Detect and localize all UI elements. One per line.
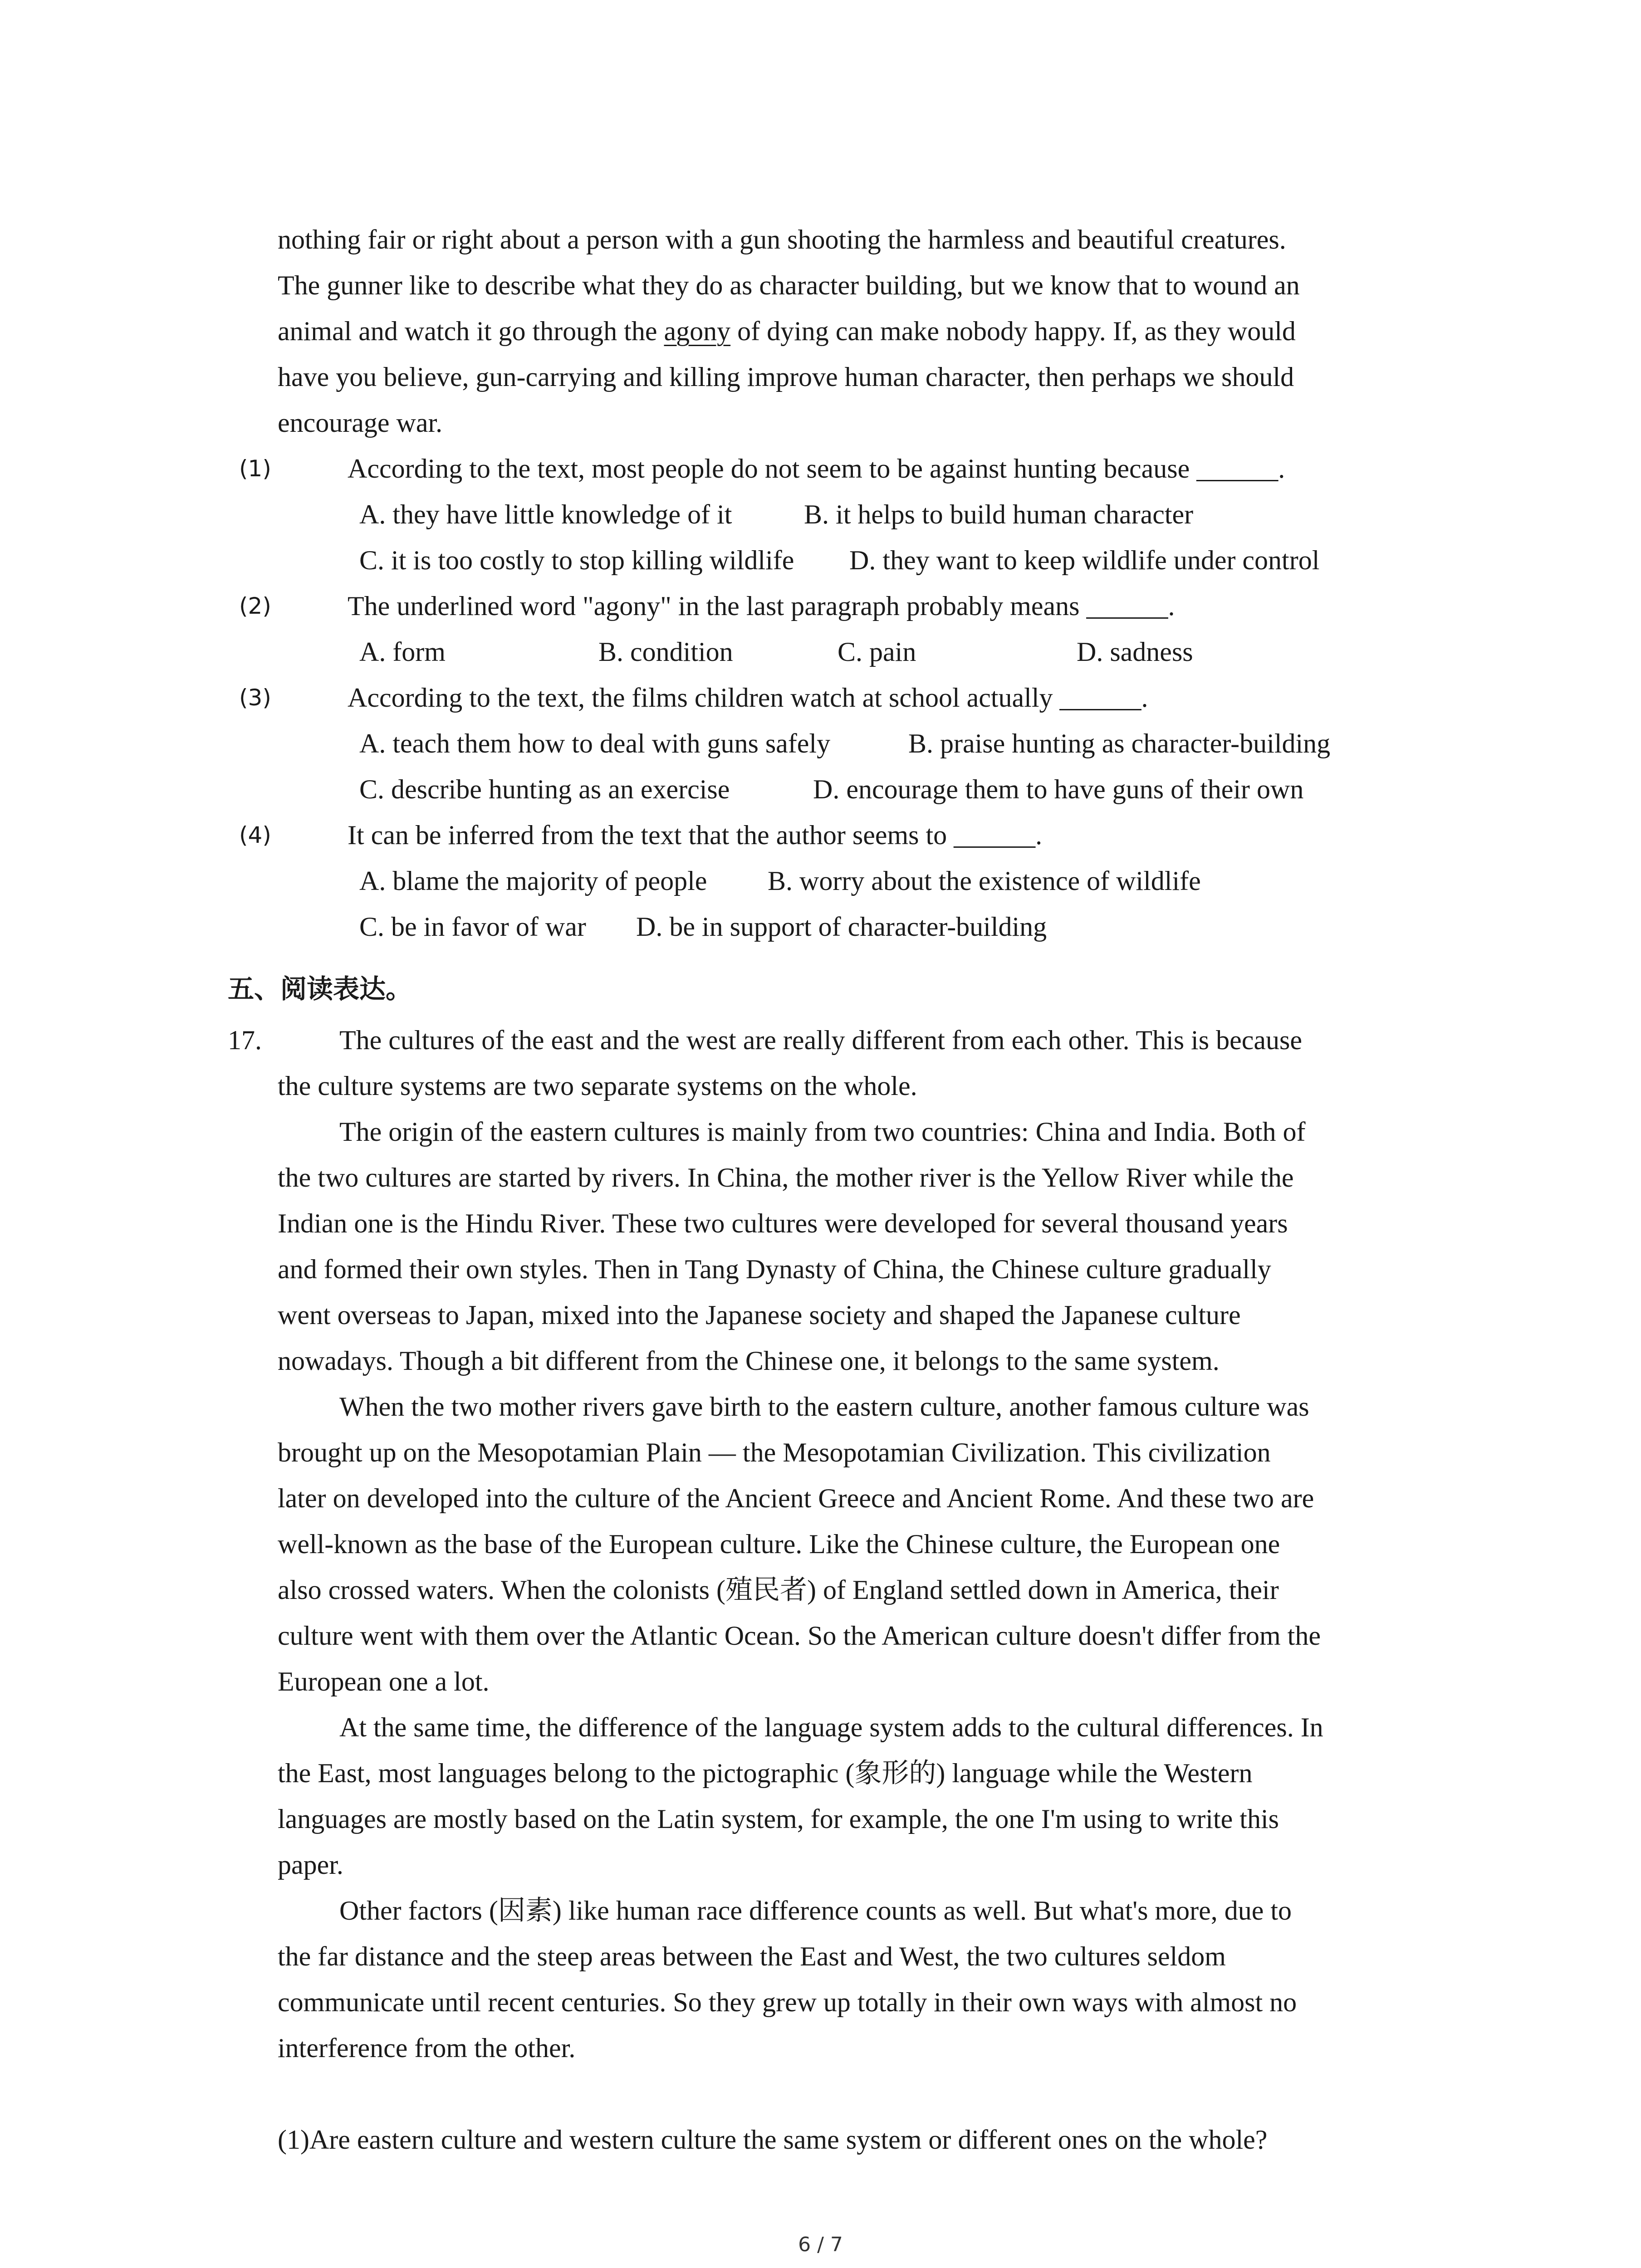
page-indicator: 6 / 7: [798, 2233, 843, 2256]
short-answer-question-1: (1)Are eastern culture and western culture the same system or different ones on the whole?: [278, 2125, 1268, 2155]
passage-paragraph-5: [278, 1888, 1457, 2071]
option-d[interactable]: D. they want to keep wildlife under control: [849, 545, 1320, 575]
option-c[interactable]: C. describe hunting as an exercise: [359, 774, 730, 804]
option-row: [278, 492, 1457, 538]
intro-line: The gunner like to describe what they do as character building, but we know that to wound an: [278, 270, 1300, 300]
option-d[interactable]: D. be in support of character-building: [636, 912, 1047, 942]
passage-line: paper.: [278, 1850, 343, 1880]
option-b[interactable]: B. praise hunting as character-building: [908, 728, 1331, 758]
option-b[interactable]: B. worry about the existence of wildlife: [768, 866, 1201, 896]
passage-line: When the two mother rivers gave birth to the eastern culture, another famous culture was: [339, 1392, 1309, 1422]
question-number: (4): [239, 822, 271, 848]
intro-line: animal and watch it go through the agony of dying can make nobody happy. If, as they would: [278, 316, 1296, 346]
passage-line: interference from the other.: [278, 2033, 576, 2063]
question-stem: It can be inferred from the text that the author seems to ______.: [348, 820, 1043, 850]
option-row: [278, 904, 1457, 950]
passage-line: nowadays. Though a bit different from the Chinese one, it belongs to the same system.: [278, 1346, 1220, 1376]
option-d[interactable]: D. encourage them to have guns of their own: [813, 774, 1304, 804]
option-c[interactable]: C. pain: [838, 637, 916, 667]
reading-passage: [278, 1017, 1457, 2163]
question-stem: The underlined word "agony" in the last paragraph probably means ______.: [348, 591, 1175, 621]
passage-line: the East, most languages belong to the pictographic (象形的) language while the Western: [278, 1758, 1253, 1788]
passage-line: brought up on the Mesopotamian Plain — the Mesopotamian Civilization. This civilization: [278, 1437, 1271, 1467]
passage-line: communicate until recent centuries. So they grew up totally in their own ways with almost no: [278, 1987, 1297, 2017]
passage-line: later on developed into the culture of the Ancient Greece and Ancient Rome. And these two are: [278, 1483, 1314, 1513]
option-row: [278, 538, 1457, 583]
question-number: (2): [239, 593, 271, 619]
passage-line: and formed their own styles. Then in Tang Dynasty of China, the Chinese culture gradually: [278, 1254, 1271, 1284]
passage-line: At the same time, the difference of the language system adds to the cultural differences. In: [339, 1712, 1323, 1742]
passage-line: the far distance and the steep areas between the East and West, the two cultures seldom: [278, 1941, 1226, 1971]
option-row: [278, 721, 1457, 767]
option-row: [278, 767, 1457, 812]
underlined-word-agony: agony: [664, 316, 731, 346]
option-b[interactable]: B. it helps to build human character: [804, 499, 1194, 529]
passage-line: The origin of the eastern cultures is mainly from two countries: China and India. Both of: [339, 1117, 1306, 1147]
question-stem: According to the text, the films children watch at school actually ______.: [348, 683, 1148, 713]
option-a[interactable]: A. they have little knowledge of it: [359, 499, 732, 529]
passage-line: also crossed waters. When the colonists (殖民者) of England settled down in America, their: [278, 1575, 1279, 1605]
intro-passage: [278, 217, 1457, 446]
passage-line: The cultures of the east and the west are really different from each other. This is because: [339, 1025, 1302, 1055]
passage-paragraph-2: [278, 1109, 1457, 1384]
passage-paragraph-4: [278, 1705, 1457, 1888]
option-a[interactable]: A. blame the majority of people: [359, 866, 707, 896]
passage-line: the two cultures are started by rivers. In China, the mother river is the Yellow River while the: [278, 1163, 1294, 1193]
question-3: [239, 675, 1457, 812]
option-b[interactable]: B. condition: [598, 637, 733, 667]
passage-line: culture went with them over the Atlantic Ocean. So the American culture doesn't differ from the: [278, 1621, 1321, 1651]
question-number: (1): [239, 455, 271, 482]
passage-paragraph-3: [278, 1384, 1457, 1705]
intro-line: have you believe, gun-carrying and killing improve human character, then perhaps we should: [278, 362, 1294, 392]
option-a[interactable]: A. form: [359, 637, 446, 667]
option-c[interactable]: C. be in favor of war: [359, 912, 586, 942]
passage-paragraph-1: [278, 1017, 1457, 1109]
question-1: [239, 446, 1457, 583]
intro-line: nothing fair or right about a person with a gun shooting the harmless and beautiful creatures.: [278, 225, 1286, 254]
option-row: [278, 858, 1457, 904]
passage-line: languages are mostly based on the Latin system, for example, the one I'm using to write this: [278, 1804, 1279, 1834]
question-list: [239, 446, 1457, 950]
passage-line: Other factors (因素) like human race difference counts as well. But what's more, due to: [339, 1896, 1292, 1926]
option-a[interactable]: A. teach them how to deal with guns safely: [359, 728, 831, 758]
question-stem: According to the text, most people do not seem to be against hunting because ______.: [348, 454, 1285, 484]
option-row: [278, 629, 1457, 675]
passage-line: the culture systems are two separate systems on the whole.: [278, 1071, 917, 1101]
option-c[interactable]: C. it is too costly to stop killing wildlife: [359, 545, 794, 575]
passage-line: well-known as the base of the European culture. Like the Chinese culture, the European one: [278, 1529, 1280, 1559]
passage-line: European one a lot.: [278, 1667, 490, 1696]
section-heading: 五、阅读表达。: [228, 973, 412, 1004]
passage-line: went overseas to Japan, mixed into the Japanese society and shaped the Japanese culture: [278, 1300, 1241, 1330]
intro-line: encourage war.: [278, 408, 443, 438]
question-number: (3): [239, 684, 271, 711]
question-4: [239, 812, 1457, 950]
question-2: [239, 583, 1457, 675]
option-d[interactable]: D. sadness: [1077, 637, 1193, 667]
passage-line: Indian one is the Hindu River. These two cultures were developed for several thousand years: [278, 1208, 1288, 1238]
item-number: 17.: [228, 1025, 262, 1055]
